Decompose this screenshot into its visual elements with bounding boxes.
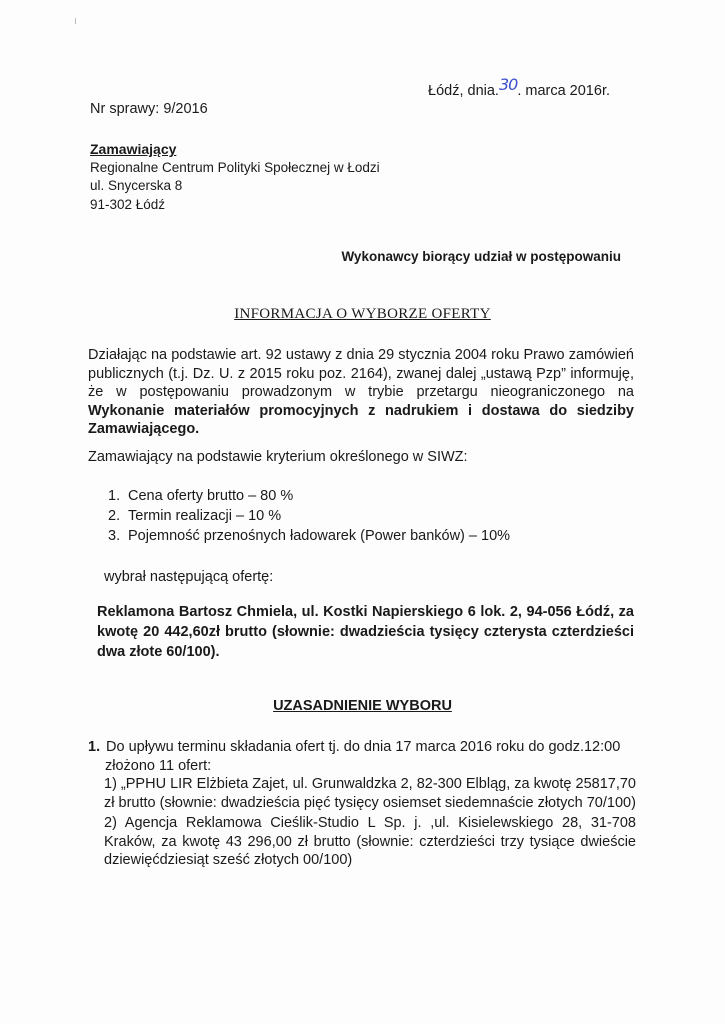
justification-item-number: 1. [88, 739, 101, 755]
buyer-street: ul. Snycerska 8 [90, 178, 183, 193]
chosen-offer-lead: wybrał następującą ofertę: [104, 569, 274, 585]
case-number: Nr sprawy: 9/2016 [90, 101, 208, 117]
criteria-list [108, 486, 510, 546]
justification-title: UZASADNIENIE WYBORU [273, 698, 452, 714]
intro-subject: Wykonanie materiałów promocyjnych z nadrukiem i dostawa do siedziby Zamawiającego. [88, 402, 634, 437]
criteria-item [108, 526, 510, 546]
criteria-text: Cena oferty brutto – 80 % [128, 488, 294, 504]
justification-item [88, 738, 638, 775]
buyer-block [90, 140, 380, 214]
document-date [428, 75, 610, 99]
buyer-city: 91-302 Łódź [90, 196, 166, 212]
criteria-number: 3. [108, 528, 121, 544]
offer-item: 2) Agencja Reklamowa Cieślik-Studio L Sp. j. ,ul. Kisielewskiego 28, 31-708 Kraków, za kwotę 43 296,00 zł brutto (słownie: czterdzieści trzy tysiące dwieście dziewięćdziesiąt sześć złotych 00/100) [104, 815, 636, 868]
offers-list [104, 775, 636, 872]
buyer-name: Regionalne Centrum Polityki Społecznej w Łodzi [90, 159, 380, 175]
handwritten-day: 30 [498, 75, 518, 94]
document-title: INFORMACJA O WYBORZE OFERTY [234, 306, 491, 322]
criteria-item [108, 486, 510, 506]
criteria-number: 2. [108, 508, 121, 524]
winning-offer: Reklamona Bartosz Chmiela, ul. Kostki Napierskiego 6 lok. 2, 94-056 Łódź, za kwotę 20 442,60zł brutto (słownie: dwadzieścia tysięcy czterysta czterdzieści dwa złote 60/100). [97, 604, 634, 660]
justification-item-continuation: złożono 11 ofert: [105, 757, 212, 774]
intro-paragraph [88, 346, 634, 439]
criteria-number: 1. [108, 488, 121, 504]
scan-speck [75, 18, 76, 24]
buyer-heading: Zamawiający [90, 141, 177, 157]
criteria-text: Termin realizacji – 10 % [128, 508, 282, 524]
offer-item: 1) „PPHU LIR Elżbieta Zajet, ul. Grunwaldzka 2, 82-300 Elbląg, za kwotę 25817,70 zł brutto (słownie: dwadzieścia pięć tysięcy osiemset siedemnaście złotych 70/100) [104, 776, 636, 811]
date-prefix: Łódź, dnia. [428, 83, 499, 99]
intro-text: Działając na podstawie art. 92 ustawy z dnia 29 stycznia 2004 roku Prawo zamówień publicznych (t.j. Dz. U. z 2015 roku poz. 2164), zwanej dalej „ustawą Pzp” informuję, że w postępowaniu prowadzonym w trybie przetargu nieograniczonego na [88, 347, 634, 400]
justification-item-text: Do upływu terminu składania ofert tj. do dnia 17 marca 2016 roku do godz.12:00 [106, 739, 621, 755]
criteria-text: Pojemność przenośnych ładowarek (Power banków) – 10% [128, 528, 511, 544]
criteria-intro: Zamawiający na podstawie kryterium określonego w SIWZ: [88, 449, 468, 465]
criteria-item [108, 506, 510, 526]
date-suffix: . marca 2016r. [517, 83, 610, 99]
addressee: Wykonawcy biorący udział w postępowaniu [341, 249, 621, 264]
